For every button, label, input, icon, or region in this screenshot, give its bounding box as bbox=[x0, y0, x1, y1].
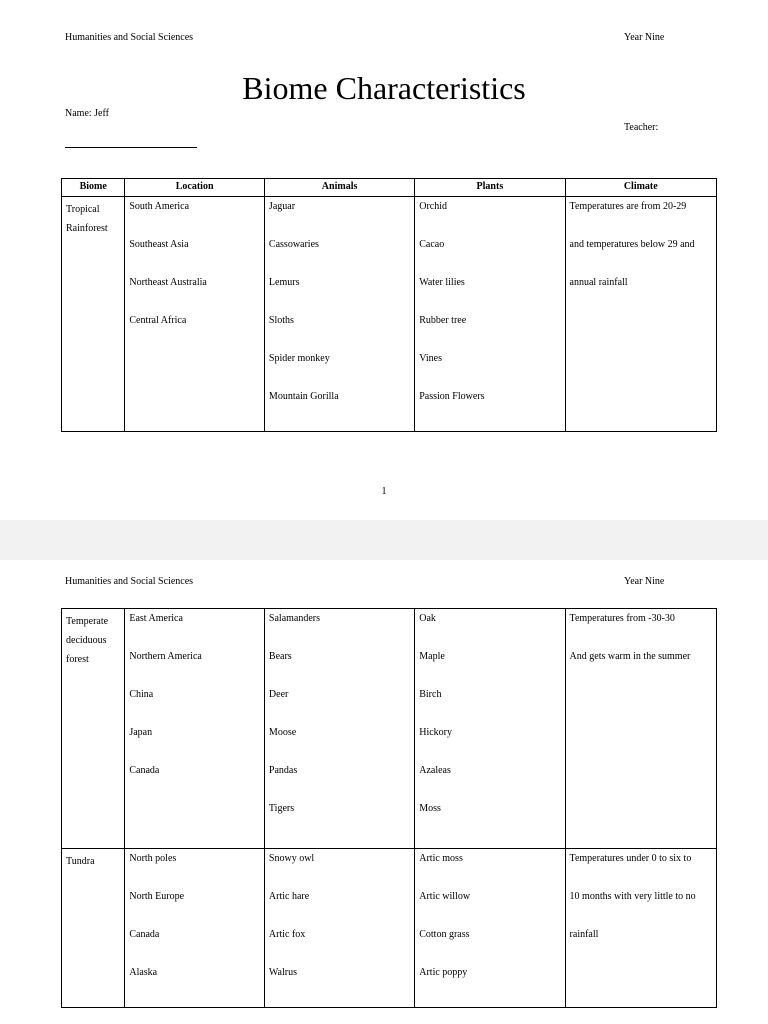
biome-name-line: Tropical bbox=[66, 204, 100, 215]
list-item: Birch bbox=[419, 689, 442, 700]
header-year: Year Nine bbox=[624, 32, 665, 43]
climate-line: rainfall bbox=[569, 929, 599, 940]
biome-cell bbox=[62, 197, 125, 432]
biome-name-line: Temperate bbox=[66, 616, 109, 627]
climate-line: Temperatures from -30-30 bbox=[569, 613, 675, 624]
climate-line: annual rainfall bbox=[569, 277, 628, 288]
list-item: Snowy owl bbox=[268, 853, 315, 864]
list-item: Artic hare bbox=[268, 891, 310, 902]
list-item: Northeast Australia bbox=[129, 277, 207, 288]
list-item: Oak bbox=[419, 613, 436, 624]
list-item: Cacao bbox=[419, 239, 445, 250]
teacher-label: Teacher: bbox=[624, 122, 659, 133]
plants-cell bbox=[415, 197, 565, 432]
location-cell bbox=[125, 849, 265, 1008]
list-item: Deer bbox=[268, 689, 289, 700]
biome-table-page-2 bbox=[61, 608, 717, 1008]
list-item: Vines bbox=[419, 353, 442, 364]
climate-line: And gets warm in the summer bbox=[569, 651, 691, 662]
list-item: Canada bbox=[129, 929, 160, 940]
list-item: Northern America bbox=[129, 651, 202, 662]
name-underline bbox=[65, 147, 197, 148]
biome-name-line: Tundra bbox=[66, 856, 95, 867]
plants-cell bbox=[415, 609, 565, 849]
list-item: Moose bbox=[268, 727, 297, 738]
list-item: Salamanders bbox=[268, 613, 321, 624]
list-item: Hickory bbox=[419, 727, 453, 738]
plants-cell bbox=[415, 849, 565, 1008]
list-item: Central Africa bbox=[129, 315, 187, 326]
name-label: Name: Jeff bbox=[65, 108, 109, 119]
list-item: Mountain Gorilla bbox=[268, 391, 339, 402]
table-row bbox=[62, 197, 717, 432]
climate-line: Temperatures are from 20-29 bbox=[569, 201, 687, 212]
column-header-plants: Plants bbox=[415, 179, 565, 197]
list-item: Cotton grass bbox=[419, 929, 470, 940]
animals-cell bbox=[264, 609, 414, 849]
list-item: Tigers bbox=[268, 803, 295, 814]
table-row bbox=[62, 609, 717, 849]
header-subject: Humanities and Social Sciences bbox=[65, 32, 194, 43]
biome-name-line: forest bbox=[66, 654, 89, 665]
location-cell bbox=[125, 197, 265, 432]
column-header-location: Location bbox=[125, 179, 265, 197]
list-item: South America bbox=[129, 201, 190, 212]
climate-cell bbox=[565, 609, 716, 849]
list-item: Passion Flowers bbox=[419, 391, 485, 402]
header-subject: Humanities and Social Sciences bbox=[65, 576, 194, 587]
list-item: East America bbox=[129, 613, 183, 624]
location-cell bbox=[125, 609, 265, 849]
column-header-biome: Biome bbox=[62, 179, 125, 197]
page-gap bbox=[0, 520, 768, 560]
biome-cell bbox=[62, 609, 125, 849]
table-row bbox=[62, 849, 717, 1008]
animals-cell bbox=[264, 197, 414, 432]
biome-name-line: Rainforest bbox=[66, 223, 108, 234]
climate-line: 10 months with very little to no bbox=[569, 891, 696, 902]
list-item: Sloths bbox=[268, 315, 294, 326]
table-header-row bbox=[62, 179, 717, 197]
list-item: Artic moss bbox=[419, 853, 463, 864]
column-header-animals: Animals bbox=[264, 179, 414, 197]
list-item: North poles bbox=[129, 853, 177, 864]
page-number: 1 bbox=[381, 486, 387, 497]
list-item: Spider monkey bbox=[268, 353, 330, 364]
header-year: Year Nine bbox=[624, 576, 665, 587]
climate-cell bbox=[565, 849, 716, 1008]
list-item: Artic fox bbox=[268, 929, 306, 940]
biome-cell bbox=[62, 849, 125, 1008]
biome-name-line: deciduous bbox=[66, 635, 107, 646]
page-2 bbox=[0, 560, 768, 1024]
biome-table-page-1 bbox=[61, 178, 717, 432]
list-item: Rubber tree bbox=[419, 315, 467, 326]
list-item: Southeast Asia bbox=[129, 239, 189, 250]
list-item: Moss bbox=[419, 803, 441, 814]
list-item: Lemurs bbox=[268, 277, 300, 288]
page-title: Biome Characteristics bbox=[242, 70, 526, 106]
list-item: Jaguar bbox=[268, 201, 296, 212]
list-item: Alaska bbox=[129, 967, 158, 978]
list-item: Cassowaries bbox=[268, 239, 319, 250]
climate-line: Temperatures under 0 to six to bbox=[569, 853, 692, 864]
list-item: Walrus bbox=[268, 967, 297, 978]
list-item: Pandas bbox=[268, 765, 298, 776]
column-header-climate: Climate bbox=[565, 179, 716, 197]
list-item: North Europe bbox=[129, 891, 185, 902]
list-item: Artic poppy bbox=[419, 967, 468, 978]
animals-cell bbox=[264, 849, 414, 1008]
list-item: Azaleas bbox=[419, 765, 451, 776]
list-item: Maple bbox=[419, 651, 445, 662]
climate-line: and temperatures below 29 and bbox=[569, 239, 695, 250]
climate-cell bbox=[565, 197, 716, 432]
list-item: Canada bbox=[129, 765, 160, 776]
list-item: China bbox=[129, 689, 154, 700]
list-item: Water lilies bbox=[419, 277, 465, 288]
list-item: Artic willow bbox=[419, 891, 471, 902]
list-item: Orchid bbox=[419, 201, 448, 212]
list-item: Bears bbox=[268, 651, 292, 662]
list-item: Japan bbox=[129, 727, 153, 738]
